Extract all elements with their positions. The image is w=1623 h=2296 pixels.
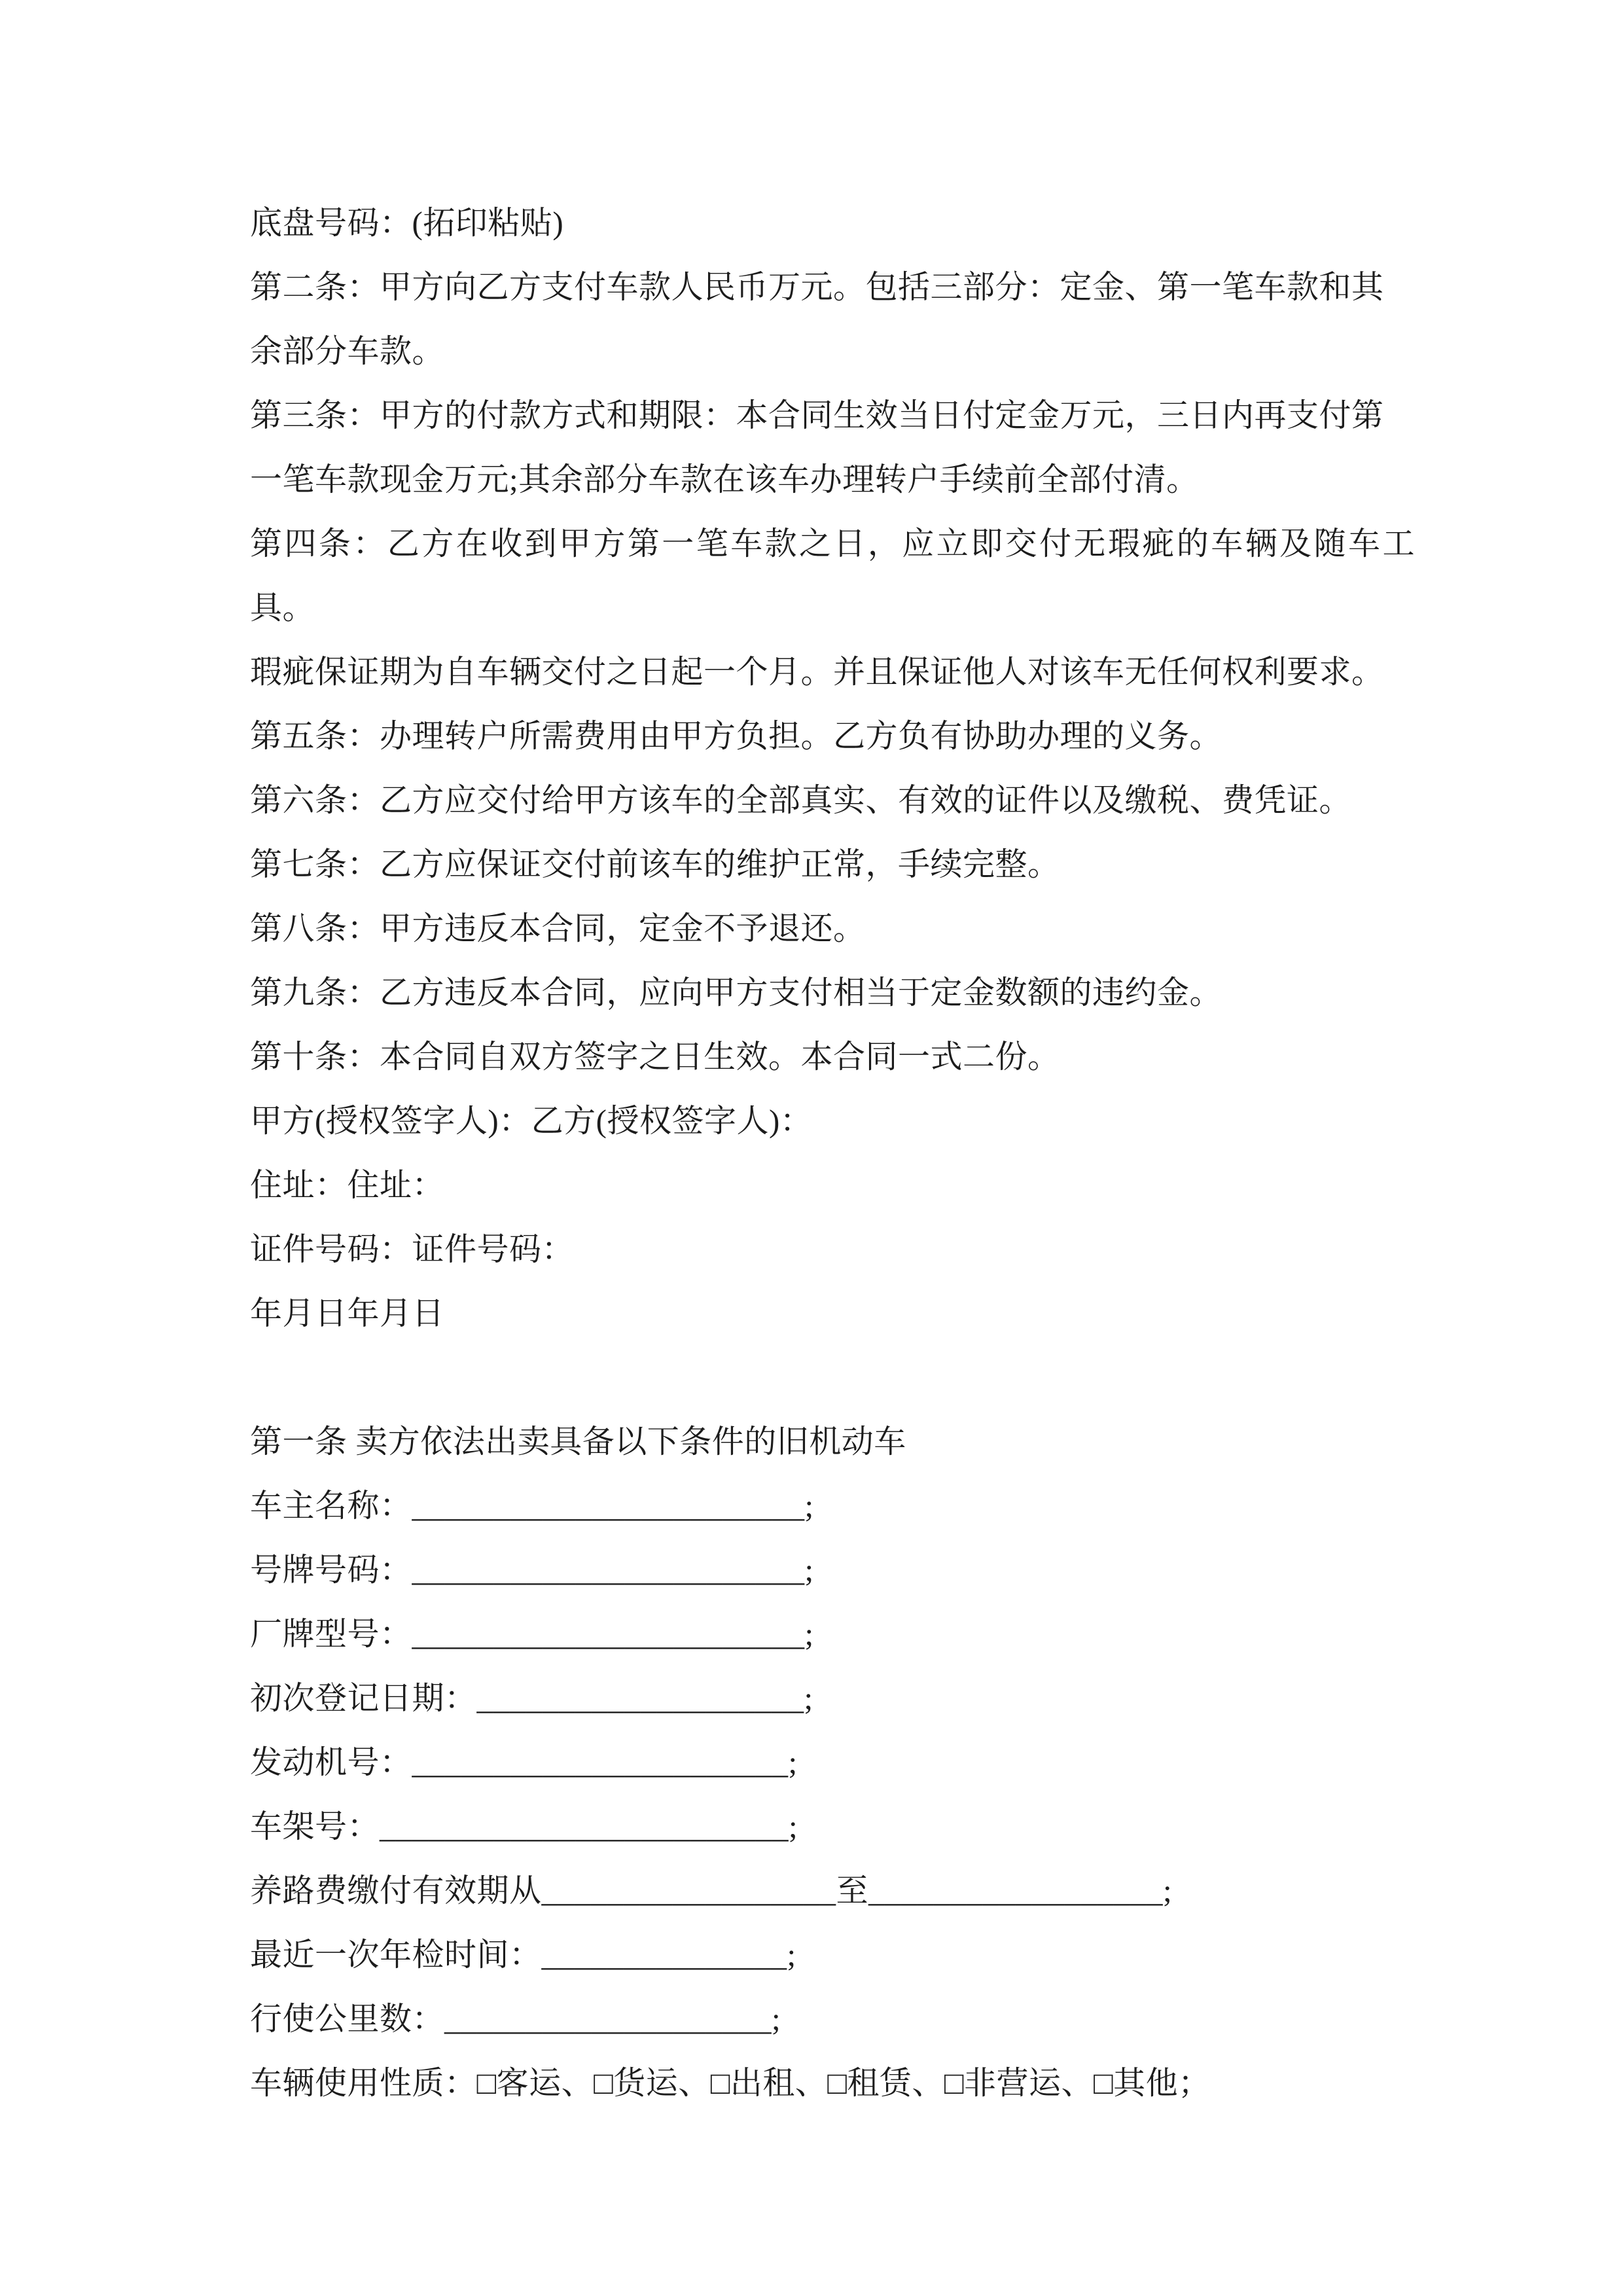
clause-4-part-2: 瑕疵保证期为自车辆交付之日起一个月。并且保证他人对该车无任何权利要求。 <box>250 654 1384 690</box>
field-engine-number: 发动机号：_______________________; <box>250 1744 798 1780</box>
line-address: 住址：住址： <box>250 1167 445 1203</box>
clause-9: 第九条：乙方违反本合同，应向甲方支付相当于定金数额的违约金。 <box>250 975 1222 1011</box>
clause-1-heading: 第一条 卖方依法出卖具备以下条件的旧机动车 <box>250 1424 906 1460</box>
field-plate-number: 号牌号码：________________________; <box>250 1552 814 1588</box>
line-id-number: 证件号码：证件号码： <box>250 1231 575 1267</box>
field-first-registration-date: 初次登记日期：____________________; <box>250 1680 813 1716</box>
clause-2-part-1: 第二条：甲方向乙方支付车款人民币万元。包括三部分：定金、第一笔车款和其 <box>250 269 1384 305</box>
line-chassis-number: 底盘号码：(拓印粘贴) <box>250 205 564 241</box>
field-vehicle-usage-checkboxes: 车辆使用性质：□客运、□货运、□出租、□租赁、□非营运、□其他； <box>250 2065 1211 2101</box>
field-owner-name: 车主名称：________________________; <box>250 1488 814 1524</box>
line-date: 年月日年月日 <box>250 1295 445 1331</box>
clause-3-part-2: 一笔车款现金万元;其余部分车款在该车办理转户手续前全部付清。 <box>250 461 1199 497</box>
field-road-fee-validity: 养路费缴付有效期从__________________至__________________; <box>250 1873 1173 1909</box>
clause-5: 第五条：办理转户所需费用由甲方负担。乙方负有协助办理的义务。 <box>250 718 1222 754</box>
clause-8: 第八条：甲方违反本合同，定金不予退还。 <box>250 910 866 946</box>
line-signatories: 甲方(授权签字人)：乙方(授权签字人)： <box>250 1103 813 1139</box>
clause-4-part-1: 第四条：乙方在收到甲方第一笔车款之日，应立即交付无瑕疵的车辆及随车工具。 <box>250 526 1415 626</box>
clause-3-part-1: 第三条：甲方的付款方式和期限：本合同生效当日付定金万元，三日内再支付第 <box>250 397 1384 433</box>
field-brand-model: 厂牌型号：________________________; <box>250 1616 814 1652</box>
clause-10: 第十条：本合同自双方签字之日生效。本合同一式二份。 <box>250 1039 1060 1075</box>
field-last-inspection-time: 最近一次年检时间：_______________; <box>250 1937 796 1973</box>
clause-2-part-2: 余部分车款。 <box>250 333 445 369</box>
field-mileage: 行使公里数：____________________; <box>250 2001 781 2037</box>
field-frame-number: 车架号：_________________________; <box>250 1808 798 1844</box>
clause-6: 第六条：乙方应交付给甲方该车的全部真实、有效的证件以及缴税、费凭证。 <box>250 782 1352 818</box>
clause-7: 第七条：乙方应保证交付前该车的维护正常，手续完整。 <box>250 846 1060 882</box>
